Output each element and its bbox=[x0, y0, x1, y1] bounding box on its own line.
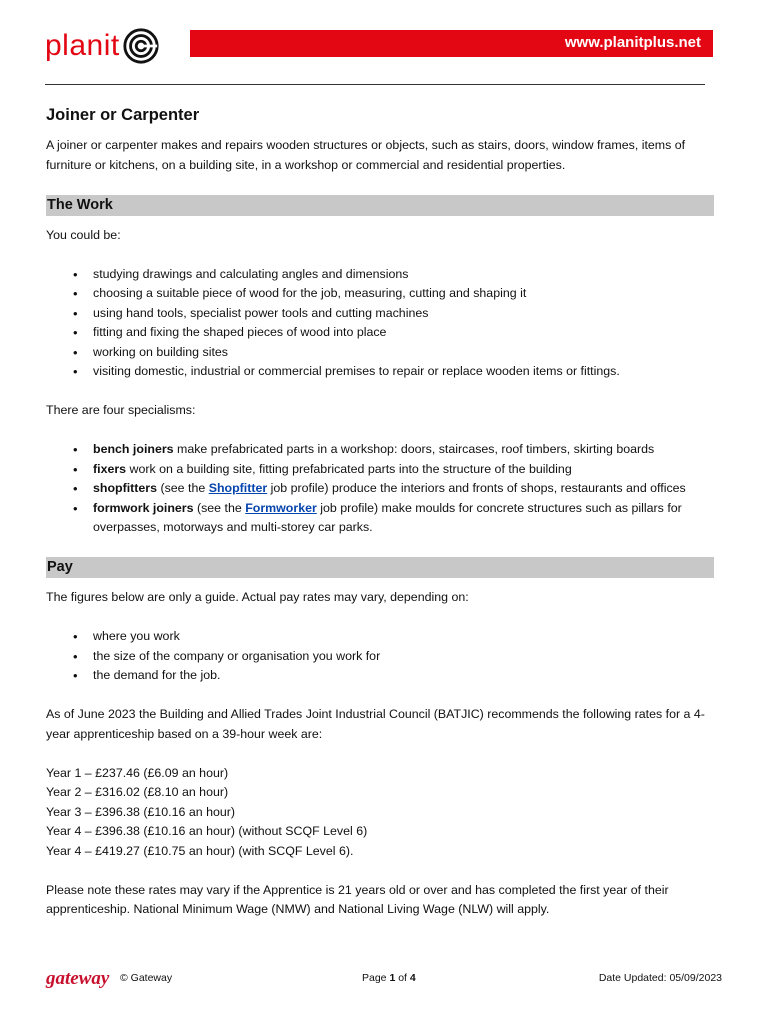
list-item: • visiting domestic, industrial or commercial premises to repair or replace wooden items or fittings. bbox=[46, 362, 714, 382]
list-item: • the size of the company or organisation you work for bbox=[46, 647, 714, 667]
specialism-name: formwork joiners bbox=[93, 500, 194, 515]
list-item: • choosing a suitable piece of wood for the job, measuring, cutting and shaping it bbox=[46, 284, 714, 304]
pay-rate: Year 4 – £419.27 (£10.75 an hour) (with SCQF Level 6). bbox=[46, 843, 354, 858]
header-divider bbox=[45, 84, 705, 85]
specialism-name: fixers bbox=[93, 461, 127, 476]
section-heading-work: The Work bbox=[46, 195, 714, 216]
specialism-text: work on a building site, fitting prefabricated parts into the structure of the building bbox=[126, 461, 572, 476]
specialism-text: job profile) make moulds for concrete structures such as pillars for overpasses, motorways and multi-storey car parks. bbox=[93, 500, 682, 534]
list-item: • where you work bbox=[46, 627, 714, 647]
specialism-name: shopfitters bbox=[93, 481, 158, 495]
specialisms-list bbox=[46, 440, 714, 538]
pay-rate: Year 1 – £237.46 (£6.09 an hour) bbox=[46, 765, 229, 780]
work-lead: You could be: bbox=[46, 227, 121, 242]
list-item: • using hand tools, specialist power tools and cutting machines bbox=[46, 304, 714, 324]
main-content bbox=[46, 104, 714, 920]
specialism-text: job profile) produce the interiors and fronts of shops, restaurants and offices bbox=[267, 481, 686, 495]
date-updated: Date Updated: 05/09/2023 bbox=[598, 972, 722, 984]
list-item: • the demand for the job. bbox=[46, 666, 714, 686]
specialism-name: bench joiners bbox=[93, 442, 174, 456]
formworker-link[interactable]: Formworker bbox=[245, 500, 317, 515]
specialism-text: make prefabricated parts in a workshop: doors, staircases, roof timbers, skirting boards bbox=[173, 442, 655, 456]
list-item: • working on building sites bbox=[46, 343, 714, 363]
gateway-logo: gateway bbox=[46, 968, 110, 989]
page-footer bbox=[46, 968, 722, 990]
pay-lead: The figures below are only a guide. Actual pay rates may vary, depending on: bbox=[46, 590, 469, 604]
shopfitter-link[interactable]: Shopfitter bbox=[208, 481, 268, 495]
specialism-text: (see the bbox=[157, 481, 209, 495]
work-task-list bbox=[46, 265, 714, 382]
intro-paragraph: A joiner or carpenter makes and repairs wooden structures or objects, such as stairs, doors, window frames, items of furniture or kitchens, on a building site, in a workshop or commercial and residential properties. bbox=[46, 138, 686, 172]
pay-rate: Year 2 – £316.02 (£8.10 an hour) bbox=[46, 785, 229, 799]
url-banner bbox=[190, 30, 713, 57]
page-of: of bbox=[398, 972, 407, 984]
section-heading-pay: Pay bbox=[46, 557, 714, 578]
pay-rate: Year 4 – £396.38 (£10.16 an hour) (without SCQF Level 6) bbox=[46, 824, 368, 838]
website-link[interactable]: www.planitplus.net bbox=[564, 34, 701, 51]
list-item bbox=[46, 499, 714, 538]
pay-rate: Year 3 – £396.38 (£10.16 an hour) bbox=[46, 804, 235, 819]
page-label: Page bbox=[362, 972, 387, 984]
page-number bbox=[362, 972, 416, 984]
spiral-logo-icon bbox=[122, 27, 160, 65]
batjic-paragraph: As of June 2023 the Building and Allied Trades Joint Industrial Council (BATJIC) recommends the following rates for a 4-year apprenticeship based on a 39-hour week are: bbox=[46, 707, 705, 741]
page-total: 4 bbox=[409, 972, 416, 984]
copyright-text: © Gateway bbox=[120, 972, 173, 984]
page-current: 1 bbox=[389, 972, 396, 984]
pay-note: Please note these rates may vary if the Apprentice is 21 years old or over and has completed the first year of their apprenticeship. National Minimum Wage (NMW) and National Living Wage (NLW) will apply. bbox=[46, 882, 669, 916]
list-item: • fitting and fixing the shaped pieces of wood into place bbox=[46, 323, 714, 343]
list-item bbox=[46, 440, 714, 460]
specialism-text: (see the bbox=[193, 500, 246, 515]
list-item bbox=[46, 460, 714, 480]
list-item: • studying drawings and calculating angles and dimensions bbox=[46, 265, 714, 285]
pay-factor-list bbox=[46, 627, 714, 686]
page-title: Joiner or Carpenter bbox=[46, 106, 200, 124]
logo-text: planit bbox=[45, 29, 120, 62]
specialisms-lead: There are four specialisms: bbox=[46, 403, 196, 417]
list-item bbox=[46, 479, 714, 499]
planit-logo[interactable] bbox=[45, 26, 160, 66]
